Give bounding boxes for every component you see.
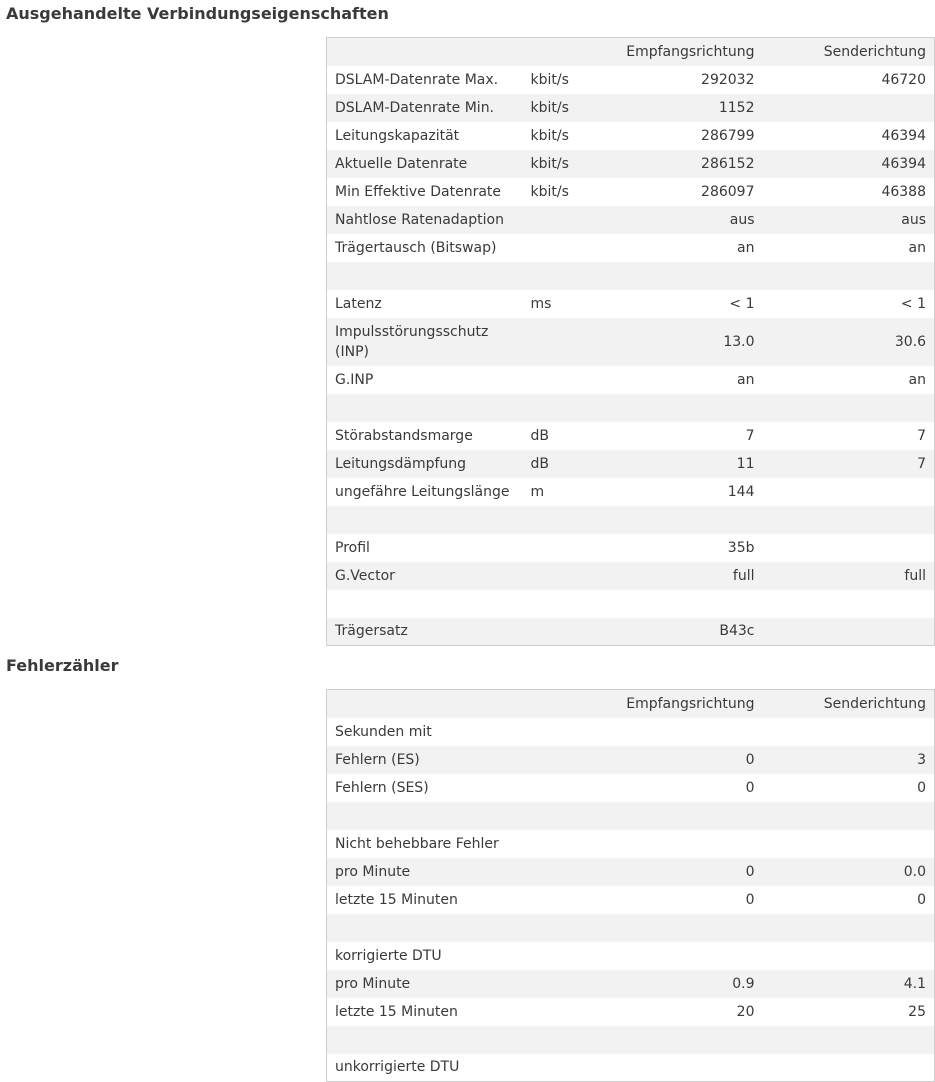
row-downstream-value	[603, 590, 763, 618]
row-unit: m	[530, 483, 545, 500]
row-label: Trägertausch (Bitswap)	[335, 239, 497, 256]
table-row	[327, 318, 935, 366]
row-unit: kbit/s	[530, 127, 569, 144]
row-label: Leitungsdämpfung	[335, 455, 467, 472]
row-upstream-value: 0	[917, 779, 926, 796]
row-label: pro Minute	[335, 863, 411, 880]
header-upstream: Senderichtung	[823, 695, 926, 712]
row-upstream-value	[763, 718, 935, 746]
row-upstream-value	[763, 478, 935, 506]
row-label	[327, 590, 523, 618]
row-label	[327, 394, 523, 422]
row-downstream-value: 0.9	[732, 975, 755, 992]
row-label: letzte 15 Minuten	[335, 891, 458, 908]
row-label	[327, 506, 523, 534]
row-downstream-value: 11	[736, 455, 755, 472]
row-downstream-value: full	[732, 567, 755, 584]
row-downstream-value: 0	[745, 751, 755, 768]
row-upstream-value	[763, 802, 935, 830]
table-row	[327, 478, 935, 506]
table-row	[327, 150, 935, 178]
row-upstream-value	[763, 94, 935, 122]
row-downstream-value: < 1	[729, 295, 755, 312]
row-upstream-value: 46720	[881, 71, 926, 88]
row-downstream-value: 286799	[701, 127, 755, 144]
row-label: unkorrigierte DTU	[335, 1059, 460, 1076]
table-row	[327, 998, 935, 1026]
row-unit	[523, 234, 603, 262]
header-unit-cell	[523, 690, 603, 718]
row-label	[327, 802, 603, 830]
row-label: Sekunden mit	[335, 723, 432, 740]
table-spacer-row	[327, 506, 935, 534]
table-row	[327, 206, 935, 234]
row-upstream-value	[763, 262, 935, 290]
row-unit	[523, 506, 603, 534]
row-label: Fehlern (SES)	[335, 779, 429, 796]
table-row	[327, 1054, 935, 1082]
table-row	[327, 66, 935, 94]
row-upstream-value: 7	[917, 455, 926, 472]
row-upstream-value	[763, 618, 935, 646]
row-downstream-value	[603, 942, 763, 970]
row-upstream-value: aus	[901, 211, 926, 228]
row-downstream-value: 144	[727, 483, 755, 500]
row-upstream-value: 3	[917, 751, 926, 768]
row-unit: dB	[530, 455, 549, 472]
row-downstream-value: B43c	[719, 623, 755, 640]
table-row	[327, 886, 935, 914]
row-label	[327, 262, 523, 290]
row-downstream-value: an	[737, 239, 755, 256]
row-upstream-value: 46394	[881, 155, 926, 172]
row-upstream-value: an	[908, 371, 926, 388]
table-row	[327, 718, 935, 746]
row-label: Leitungskapazität	[335, 127, 460, 144]
row-label: Impulsstörungsschutz (INP)	[335, 323, 489, 360]
table-header-row	[327, 690, 935, 718]
row-downstream-value	[603, 1026, 763, 1054]
row-label: korrigierte DTU	[335, 947, 442, 964]
table-row	[327, 422, 935, 450]
table-row	[327, 858, 935, 886]
row-downstream-value: 7	[745, 427, 755, 444]
row-label: Profil	[335, 539, 370, 556]
row-upstream-value	[763, 506, 935, 534]
row-upstream-value: 7	[917, 427, 926, 444]
table-row	[327, 234, 935, 262]
table-row	[327, 122, 935, 150]
table-spacer-row	[327, 1026, 935, 1054]
row-downstream-value: 1152	[718, 99, 755, 116]
row-upstream-value: 30.6	[894, 333, 926, 350]
table-row	[327, 774, 935, 802]
row-downstream-value: 35b	[727, 539, 755, 556]
table-row	[327, 562, 935, 590]
row-label: Störabstandsmarge	[335, 427, 473, 444]
row-downstream-value: 20	[736, 1003, 755, 1020]
row-upstream-value	[763, 942, 935, 970]
row-upstream-value	[763, 534, 935, 562]
row-unit	[523, 366, 603, 394]
error-counters-table	[326, 689, 935, 1082]
row-upstream-value	[763, 590, 935, 618]
row-label: Nicht behebbare Fehler	[335, 835, 499, 852]
row-label: Aktuelle Datenrate	[335, 155, 468, 172]
header-downstream: Empfangsrichtung	[626, 43, 755, 60]
row-label: Latenz	[335, 295, 382, 312]
table-row	[327, 94, 935, 122]
table-spacer-row	[327, 914, 935, 942]
row-downstream-value	[603, 914, 763, 942]
row-label: letzte 15 Minuten	[335, 1003, 458, 1020]
row-downstream-value: 0	[745, 863, 755, 880]
row-downstream-value	[603, 1054, 763, 1082]
row-upstream-value	[763, 394, 935, 422]
row-upstream-value: 25	[908, 1003, 926, 1020]
row-downstream-value: aus	[729, 211, 755, 228]
table-spacer-row	[327, 590, 935, 618]
row-unit	[523, 206, 603, 234]
row-upstream-value	[763, 1054, 935, 1082]
table-row	[327, 534, 935, 562]
row-label	[327, 914, 603, 942]
row-upstream-value: full	[904, 567, 926, 584]
row-label: Nahtlose Ratenadaption	[335, 211, 504, 228]
table-header-row	[327, 38, 935, 66]
connection-properties-table	[326, 37, 935, 646]
row-label: Trägersatz	[335, 623, 408, 640]
row-unit: kbit/s	[530, 155, 569, 172]
header-label-cell	[327, 38, 523, 66]
row-downstream-value: 292032	[701, 71, 755, 88]
row-downstream-value: 0	[745, 779, 755, 796]
row-upstream-value	[763, 1026, 935, 1054]
row-downstream-value	[603, 394, 763, 422]
row-downstream-value	[603, 830, 763, 858]
row-unit: kbit/s	[530, 183, 569, 200]
row-upstream-value: an	[908, 239, 926, 256]
table-row	[327, 746, 935, 774]
header-unit-cell	[523, 38, 603, 66]
header-upstream: Senderichtung	[823, 43, 926, 60]
table-row	[327, 178, 935, 206]
table-row	[327, 618, 935, 646]
row-downstream-value	[603, 718, 763, 746]
row-label: DSLAM-Datenrate Max.	[335, 71, 499, 88]
row-downstream-value: an	[737, 371, 755, 388]
row-unit	[523, 590, 603, 618]
row-label: Fehlern (ES)	[335, 751, 420, 768]
table-row	[327, 830, 935, 858]
row-unit	[523, 618, 603, 646]
row-unit	[523, 562, 603, 590]
row-unit	[523, 394, 603, 422]
row-label	[327, 1026, 603, 1054]
row-unit: ms	[530, 295, 552, 312]
row-unit	[523, 262, 603, 290]
row-unit: dB	[530, 427, 549, 444]
row-label: Min Effektive Datenrate	[335, 183, 502, 200]
row-downstream-value	[603, 506, 763, 534]
row-unit: kbit/s	[530, 71, 569, 88]
table-row	[327, 366, 935, 394]
table-spacer-row	[327, 394, 935, 422]
section-title-error-counters: Fehlerzähler	[6, 656, 119, 675]
row-upstream-value: 46388	[881, 183, 926, 200]
row-label: DSLAM-Datenrate Min.	[335, 99, 495, 116]
row-upstream-value: 0.0	[903, 863, 926, 880]
row-unit	[523, 318, 603, 366]
row-downstream-value: 286097	[701, 183, 755, 200]
row-unit	[523, 534, 603, 562]
table-row	[327, 942, 935, 970]
row-downstream-value: 286152	[701, 155, 755, 172]
row-upstream-value: < 1	[900, 295, 926, 312]
row-upstream-value: 4.1	[903, 975, 926, 992]
row-downstream-value: 13.0	[723, 333, 755, 350]
table-spacer-row	[327, 262, 935, 290]
row-downstream-value: 0	[745, 891, 755, 908]
row-label: G.Vector	[335, 567, 395, 584]
header-label-cell	[327, 690, 523, 718]
header-downstream: Empfangsrichtung	[626, 695, 755, 712]
row-upstream-value	[763, 914, 935, 942]
row-label: pro Minute	[335, 975, 411, 992]
row-label: G.INP	[335, 371, 374, 388]
table-row	[327, 970, 935, 998]
row-downstream-value	[603, 262, 763, 290]
section-title-connection-properties: Ausgehandelte Verbindungseigenschaften	[6, 4, 389, 23]
row-upstream-value: 46394	[881, 127, 926, 144]
row-unit: kbit/s	[530, 99, 569, 116]
row-label: ungefähre Leitungslänge	[335, 483, 510, 500]
row-upstream-value	[763, 830, 935, 858]
table-row	[327, 290, 935, 318]
row-downstream-value	[603, 802, 763, 830]
row-upstream-value: 0	[917, 891, 926, 908]
table-row	[327, 450, 935, 478]
table-spacer-row	[327, 802, 935, 830]
